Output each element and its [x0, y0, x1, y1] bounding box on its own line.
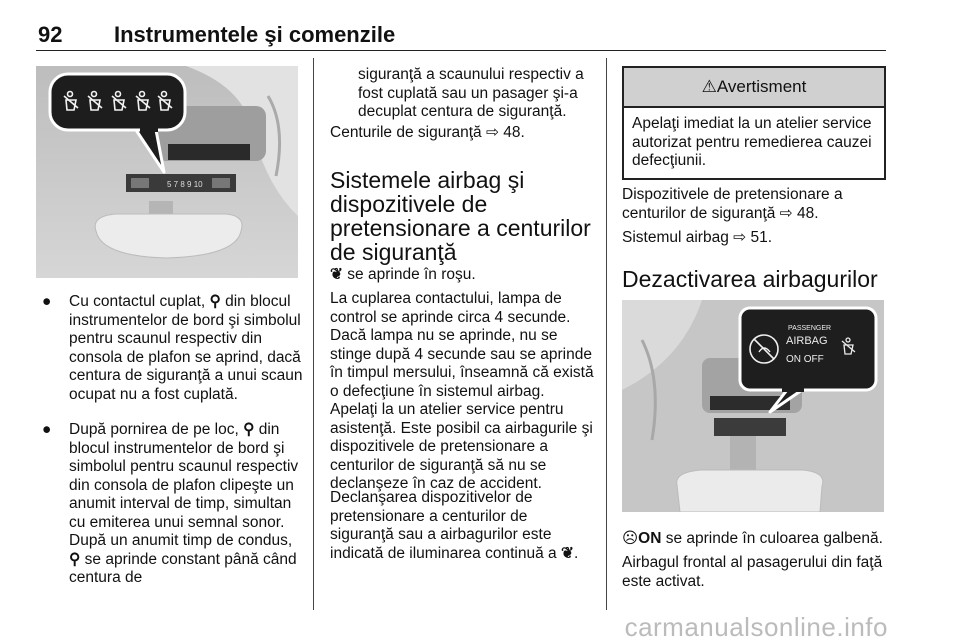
seatbelt-warning-icon: ⚲: [209, 293, 221, 310]
section-heading-airbag-systems: Sistemele airbag şi dispozitivele de pretensionare a centurilor de siguranţă: [330, 167, 591, 265]
airbag-paragraph-2: [330, 489, 594, 563]
bullet-2-text-c: se aprinde constant până când centura de: [69, 550, 297, 586]
panel-label-passenger: PASSENGER: [788, 325, 832, 332]
page-reference-arrow-icon: ⇨: [733, 229, 747, 246]
bullet-dot: ●: [42, 293, 52, 310]
airbag-lamp-line: [330, 266, 594, 285]
airbag-on-line: [622, 530, 892, 549]
reference-airbag-system-page: 51.: [746, 229, 772, 246]
airbag-paragraph-2-text: Declanşarea dispozitivelor de pretensionare a centurilor de siguranţă sau a airbagurilor este indicată de iluminarea continuă a: [330, 489, 561, 562]
bullet-2-text-a: După pornirea de pe loc,: [69, 421, 244, 438]
section-heading-airbag-deactivation: Dezactivarea airbagurilor: [622, 266, 878, 292]
footer-watermark: carmanualsonline.info: [624, 612, 888, 642]
reference-pretensioners-text: Dispozitivele de pretensionare a centurilor de siguranţă: [622, 186, 843, 222]
header-rule: [36, 50, 886, 51]
airbag-active-paragraph: Airbagul frontal al pasagerului din faţă este activat.: [622, 554, 883, 590]
reference-pretensioners-page: 48.: [792, 204, 819, 222]
airbag-lamp-text: se aprinde în roşu.: [343, 266, 476, 283]
period: .: [573, 544, 579, 562]
column-divider-2: [606, 58, 607, 610]
seatbelt-warning-icon: ⚲: [69, 550, 81, 568]
continued-paragraph: siguranţă a scaunului respectiv a fost cuplată sau un pasager şi-a decuplat centura de siguranţă.: [358, 66, 584, 120]
panel-label-airbag: AIRBAG: [786, 335, 828, 347]
reference-seatbelts-text: Centurile de siguranţă: [330, 124, 486, 141]
bullet-1-text-b: din blocul instrumentelor de bord şi simbolul pentru scaunul respectiv din consola de plafon se aprind, dacă centura de siguranţă a unui scaun ocupat nu a fost cuplată.: [69, 293, 303, 403]
page-reference-arrow-icon: ⇨: [779, 204, 793, 222]
warning-title: Avertisment: [716, 77, 807, 96]
page-reference-arrow-icon: ⇨: [485, 124, 499, 141]
page-title: Instrumentele şi comenzile: [114, 22, 396, 47]
on-label: ON: [638, 530, 662, 547]
warning-header: [624, 68, 884, 108]
segment-code: 5 7 8 9 10: [167, 180, 203, 189]
panel-label-on-off: ON OFF: [786, 354, 824, 365]
warning-body: Apelaţi imediat la un atelier service autorizat pentru remedierea cauzei defecţiunii.: [632, 115, 872, 169]
airbag-warning-icon: ❦: [560, 544, 574, 562]
warning-box: [622, 66, 886, 180]
reference-seatbelts: [330, 124, 594, 143]
warning-triangle-icon: ⚠: [701, 77, 717, 96]
column-divider-1: [313, 58, 314, 610]
bullet-2-text-b: din blocul instrumentelor de bord şi simbolul pentru scaunul respectiv din consola de plafon clipeşte un anumit interval de timp, simultan cu emiterea unui semnal sonor. După un anumit timp de condus,: [69, 421, 299, 549]
passenger-airbag-panel-photo: [622, 300, 884, 512]
reference-airbag-system-text: Sistemul airbag: [622, 229, 734, 246]
passenger-airbag-illustration: [622, 300, 884, 512]
seatbelt-warning-icon: ⚲: [243, 421, 255, 438]
reference-seatbelts-page: 48.: [498, 124, 525, 141]
page-number: 92: [38, 22, 63, 47]
bullet-item-1: [42, 293, 304, 404]
overhead-console-photo: [36, 66, 298, 278]
airbag-warning-icon: ❦: [330, 266, 343, 283]
bullet-item-2: [42, 421, 304, 588]
bullet-1-text-a: Cu contactul cuplat,: [69, 293, 210, 310]
on-text: se aprinde în culoarea galbenă.: [661, 530, 883, 547]
overhead-console-illustration: [36, 66, 298, 278]
reference-airbag-system: [622, 229, 886, 248]
bullet-dot: ●: [42, 421, 52, 438]
airbag-on-icon: ☹: [622, 530, 639, 547]
airbag-paragraph-1: La cuplarea contactului, lampa de control se aprinde circa 4 secunde. Dacă lampa nu se aprinde, nu se stinge după 4 secunde sau se aprinde în timpul mersului, înseamnă că există o defecţiune în sistemul airbag. Apelaţi la un atelier service pentru asistenţă. Este posibil ca airbagurile şi dispozitivele de pretensionare a centurilor de siguranţă să nu se declanşeze în caz de accident.: [330, 290, 594, 492]
reference-pretensioners: [622, 186, 886, 223]
